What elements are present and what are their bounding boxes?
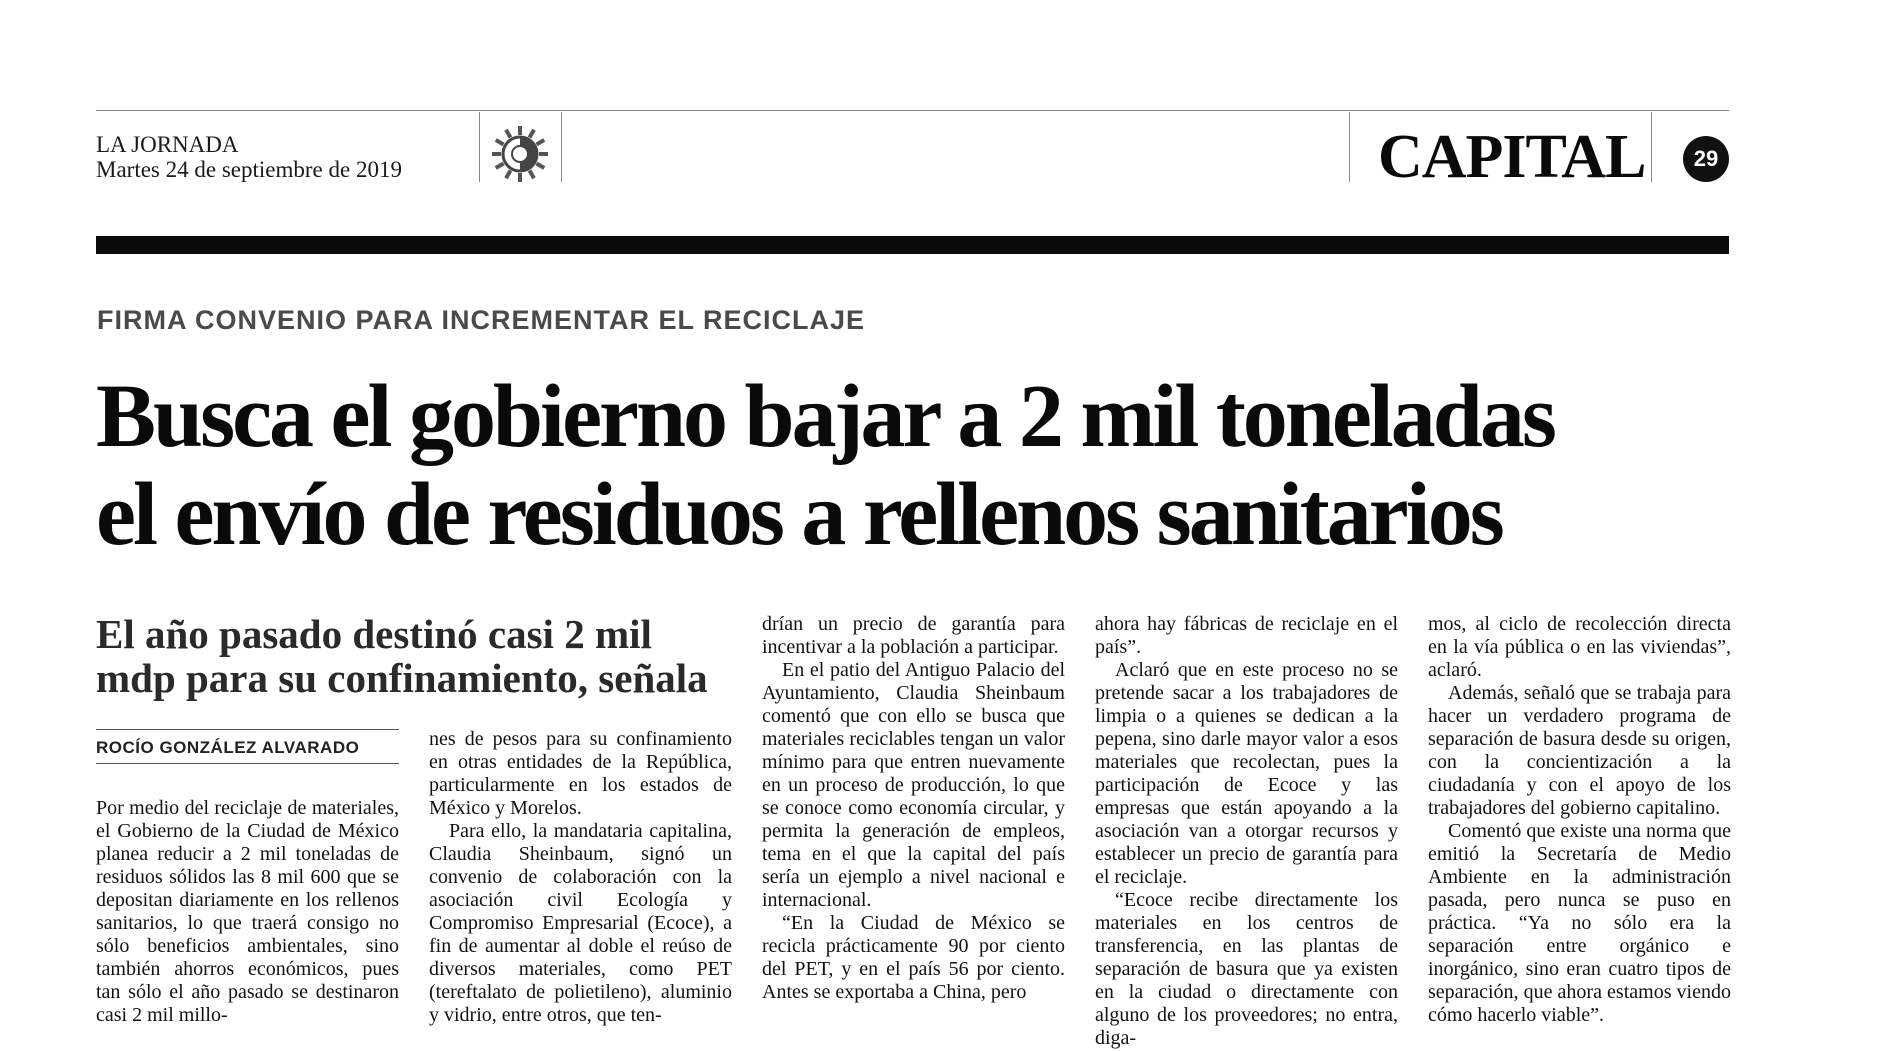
headline-line: el envío de residuos a rellenos sanitarios (96, 465, 1502, 564)
masthead-top-rule (96, 110, 1729, 111)
section-title: CAPITAL (1378, 123, 1646, 191)
article-headline (96, 368, 1796, 564)
masthead-divider (1651, 112, 1652, 182)
body-paragraph: Por medio del reciclaje de materiales, el Gobierno de la Ciudad de México planea reducir a 2 mil toneladas de residuos sólidos las 8 mil 600 que se depositan diariamente en los rellenos sanitarios, lo que traerá consigo no sólo beneficios ambientales, sino también ahorros económicos, pues tan sólo el año pasado se destinaron casi 2 mil millo- (96, 797, 399, 1026)
article-byline: ROCÍO GONZÁLEZ ALVARADO (96, 738, 360, 757)
sun-logo-icon (490, 124, 550, 184)
article-column-5 (1428, 613, 1731, 1027)
body-paragraph: Comentó que existe una norma que emitió la Secretaría de Medio Ambiente en la administración pasada, pero nunca se puso en práctica. “Ya no sólo era la separación entre orgánico e inorgánico, sino eran cuatro tipos de separación, que ahora estamos viendo cómo hacerlo viable”. (1428, 820, 1731, 1026)
body-paragraph: “Ecoce recibe directamente los materiales en los centros de transferencia, en las plantas de separación de basura que ya existen en la ciudad o directamente con alguno de los proveedores; no entra, diga- (1095, 889, 1398, 1049)
body-paragraph: En el patio del Antiguo Palacio del Ayuntamiento, Claudia Sheinbaum comentó que con ello se busca que materiales reciclables tengan un valor mínimo para que entren nuevamente en un proceso de producción, lo que se conoce como economía circular, y permita la generación de empleos, tema en el que la capital del país sería un ejemplo a nivel nacional e internacional. (762, 659, 1065, 911)
byline-rule (96, 729, 399, 730)
headline-line: Busca el gobierno bajar a 2 mil toneladas (96, 367, 1554, 466)
body-paragraph: Para ello, la mandataria capitalina, Claudia Sheinbaum, signó un convenio de colaboración con la asociación civil Ecología y Compromiso Empresarial (Ecoce), a fin de aumentar al doble el reúso de diversos materiales, como PET (tereftalato de polietileno), aluminio y vidrio, entre otros, que ten- (429, 820, 732, 1026)
article-subhead: El año pasado destinó casi 2 mil mdp para su confinamiento, señala (96, 611, 708, 701)
body-paragraph: Además, señaló que se trabaja para hacer un verdadero programa de separación de basura desde su origen, con la concientización a la ciudadanía y con el apoyo de los trabajadores del gobierno capitalino. (1428, 682, 1731, 819)
article-column-3 (762, 613, 1065, 1004)
article-kicker: FIRMA CONVENIO PARA INCREMENTAR EL RECICLAJE (97, 305, 866, 335)
article-column-2 (429, 728, 732, 1027)
masthead-info (96, 132, 402, 182)
byline-rule (96, 763, 399, 764)
page-number-badge: 29 (1683, 136, 1729, 182)
body-paragraph: nes de pesos para su confinamiento en otras entidades de la República, particularmente en los estados de México y Morelos. (429, 728, 732, 819)
newspaper-name: LA JORNADA (96, 132, 239, 157)
masthead-divider (1349, 112, 1350, 182)
section-rule-bar (96, 236, 1729, 254)
body-paragraph: Aclaró que en este proceso no se pretende sacar a los trabajadores de limpia o a quienes se dedican a la pepena, sino darle mayor valor a esos materiales que recolectan, pues la participación de Ecoce y las empresas que están apoyando a la asociación van a otorgar recursos y establecer un precio de garantía para el reciclaje. (1095, 659, 1398, 888)
publication-date: Martes 24 de septiembre de 2019 (96, 157, 402, 182)
masthead-divider (479, 112, 480, 182)
body-paragraph: “En la Ciudad de México se recicla prácticamente 90 por ciento del PET, y en el país 56 por ciento. Antes se exportaba a China, pero (762, 912, 1065, 1003)
body-paragraph: ahora hay fábricas de reciclaje en el país”. (1095, 613, 1398, 658)
article-column-4 (1095, 613, 1398, 1050)
body-paragraph: mos, al ciclo de recolección directa en la vía pública o en las viviendas”, aclaró. (1428, 613, 1731, 681)
article-column-1 (96, 797, 399, 1027)
masthead-divider (561, 112, 562, 182)
body-paragraph: drían un precio de garantía para incentivar a la población a participar. (762, 613, 1065, 658)
